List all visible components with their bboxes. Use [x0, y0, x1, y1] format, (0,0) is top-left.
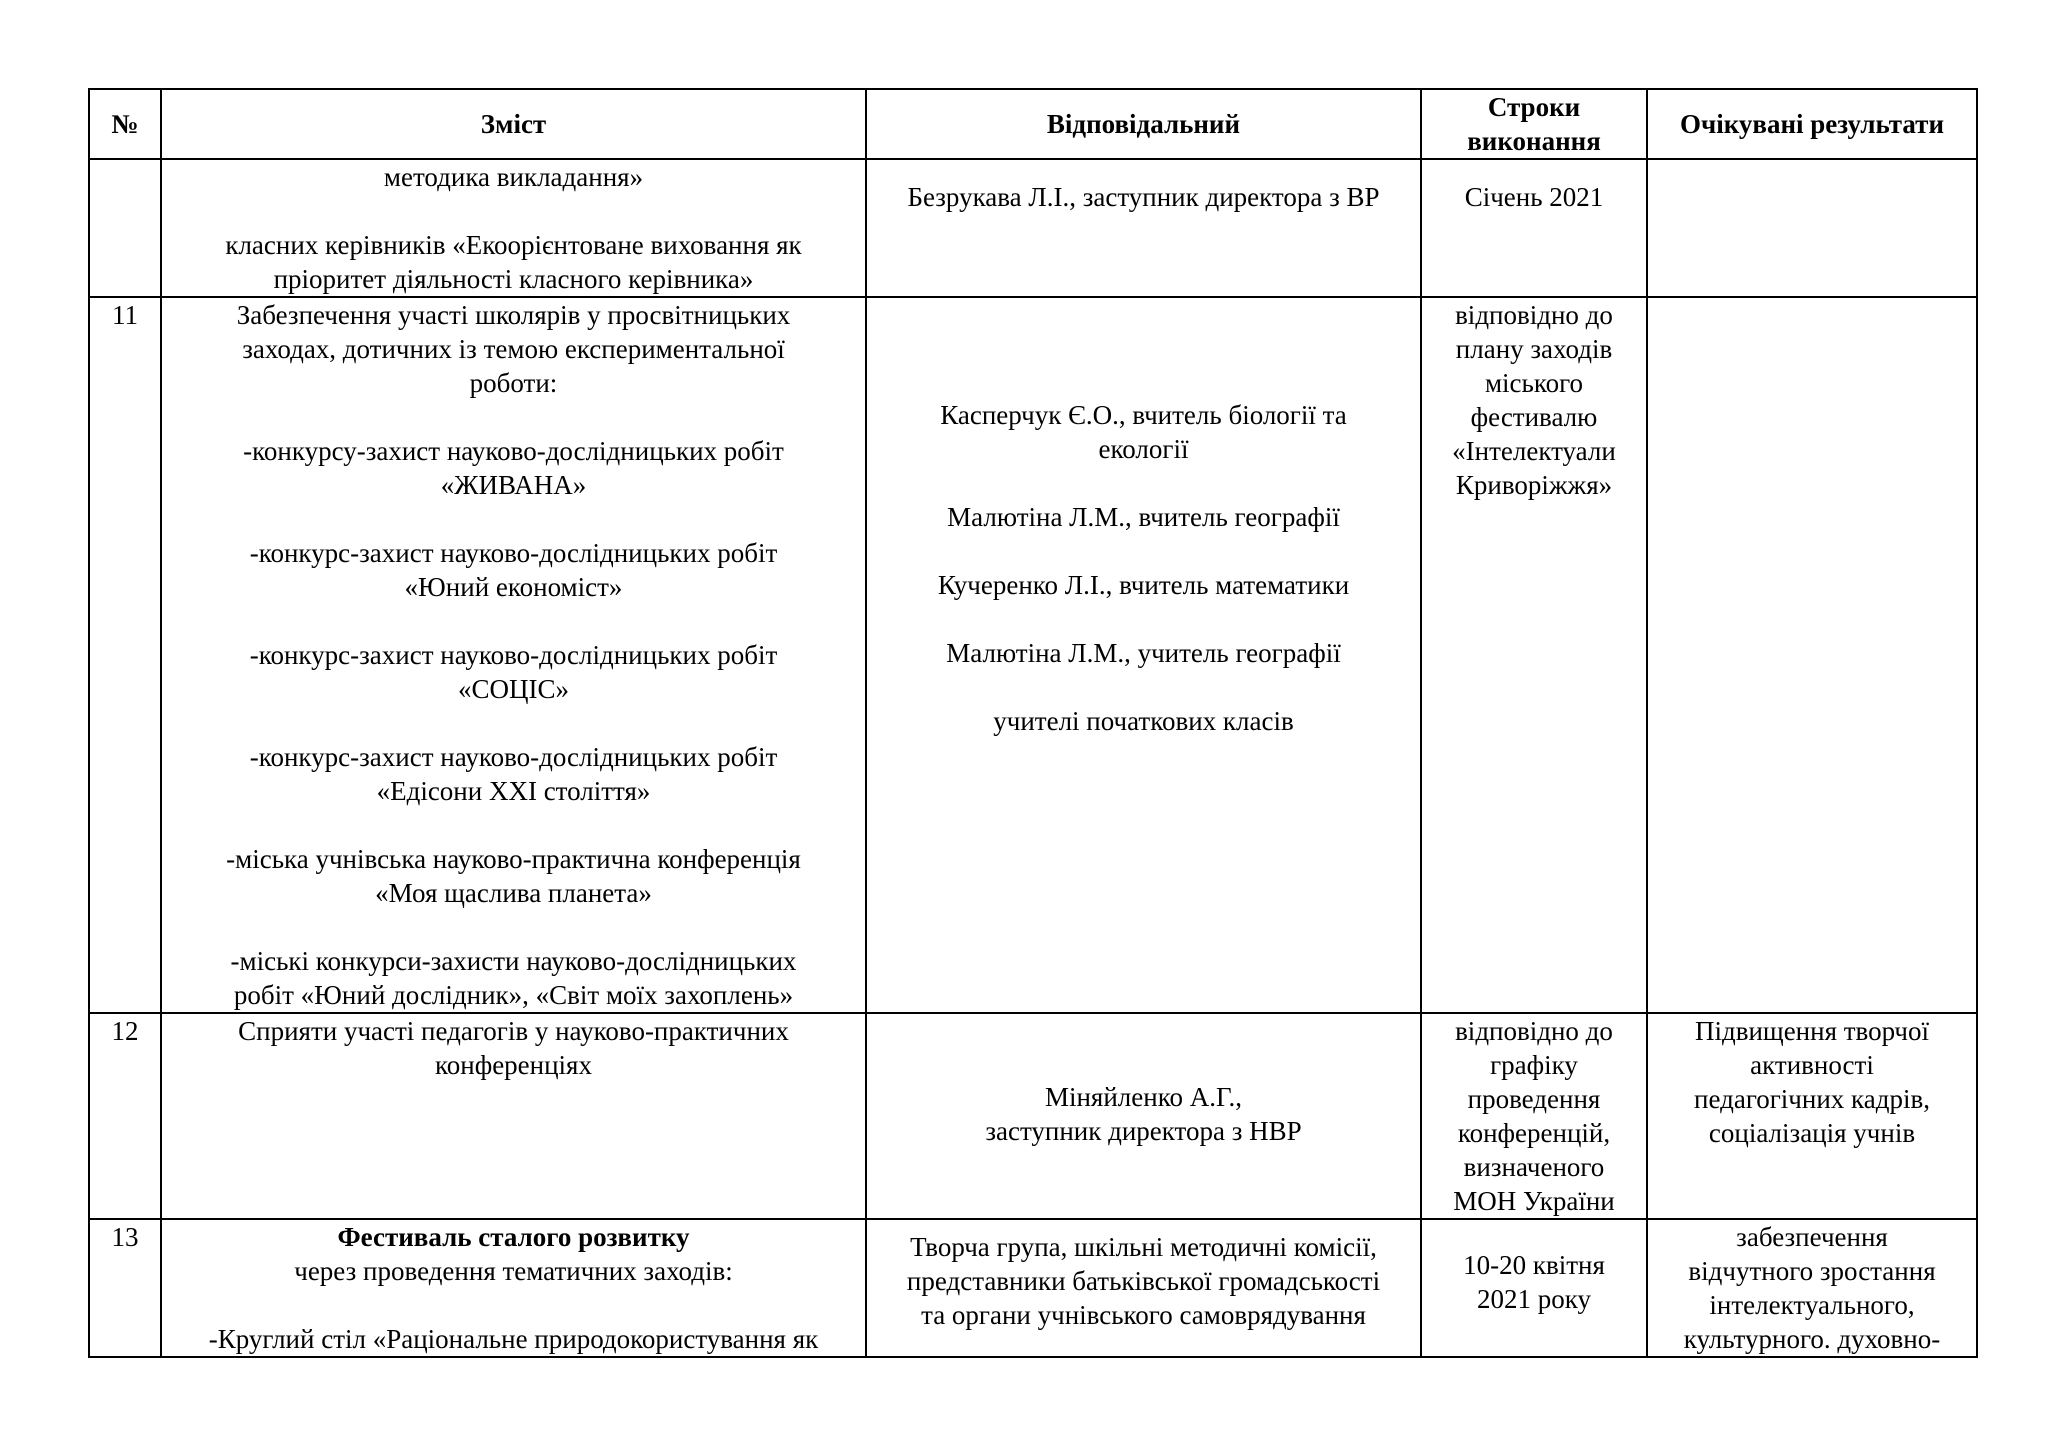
content-gap	[172, 604, 855, 638]
row-content	[161, 159, 866, 297]
content-gap	[172, 400, 855, 434]
row-terms	[1421, 159, 1647, 297]
content-gap	[172, 1288, 855, 1322]
row-results	[1647, 1013, 1977, 1219]
responsible-line: Міняйленко А.Г.,	[1044, 1082, 1243, 1112]
content-line: робіт «Юний дослідник», «Світ моїх захоплень»	[233, 980, 794, 1010]
content-line: -конкурс-захист науково-дослідницьких робіт	[249, 640, 778, 670]
header-responsible: Відповідальний	[866, 89, 1421, 159]
content-line: методика викладання»	[383, 162, 644, 192]
content-line: «СОЦІС»	[457, 674, 569, 704]
row-content	[161, 1013, 866, 1219]
content-gap	[172, 910, 855, 944]
content-line: -Круглий стіл «Раціональне природокористування як	[208, 1324, 819, 1354]
content-gap	[172, 706, 855, 740]
row-number: 13	[89, 1219, 161, 1357]
content-line: «Едісони XXI століття»	[376, 776, 651, 806]
results-line: Підвищення творчої	[1694, 1016, 1930, 1046]
table-row	[89, 1219, 1977, 1357]
content-line: роботи:	[469, 368, 558, 398]
content-gap	[172, 808, 855, 842]
responsible-gap	[877, 534, 1410, 568]
terms-line: визначеного	[1463, 1152, 1605, 1182]
header-content: Зміст	[161, 89, 866, 159]
content-line: -міська учнівська науково-практична конференція	[226, 844, 801, 874]
header-results: Очікувані результати	[1647, 89, 1977, 159]
responsible-line: Малютіна Л.М., вчитель географії	[947, 502, 1340, 532]
table-row	[89, 159, 1977, 297]
row-responsible	[866, 159, 1421, 297]
row-content	[161, 297, 866, 1013]
content-gap	[172, 194, 855, 228]
terms-line: Січень 2021	[1464, 182, 1604, 212]
responsible-line: Безрукава Л.І., заступник директора з ВР	[907, 182, 1380, 212]
responsible-line: екології	[1098, 434, 1189, 464]
terms-line: «Інтелектуали	[1452, 436, 1616, 466]
responsible-line: учителі початкових класів	[993, 706, 1294, 736]
content-line: заходах, дотичних із темою експериментальної	[242, 334, 785, 364]
row-responsible	[866, 297, 1421, 1013]
responsible-line: Кучеренко Л.І., вчитель математики	[937, 570, 1350, 600]
responsible-gap	[877, 602, 1410, 636]
terms-line: Криворіжжя»	[1455, 470, 1613, 500]
row-results	[1647, 159, 1977, 297]
results-line: забезпечення	[1736, 1222, 1888, 1252]
row-results	[1647, 297, 1977, 1013]
terms-line: МОН України	[1453, 1186, 1615, 1216]
content-line: «Моя щаслива планета»	[375, 878, 652, 908]
terms-line: проведення	[1467, 1084, 1601, 1114]
content-line: -конкурс-захист науково-дослідницьких робіт	[249, 538, 778, 568]
responsible-gap	[877, 670, 1410, 704]
header-num: №	[89, 89, 161, 159]
responsible-line: та органи учнівського самоврядування	[921, 1300, 1366, 1330]
content-line: -міські конкурси-захисти науково-дослідницьких	[230, 946, 797, 976]
table-header-row	[89, 89, 1977, 159]
content-line: Сприяти участі педагогів у науково-практичних	[238, 1016, 789, 1046]
table-row	[89, 297, 1977, 1013]
results-line: соціалізація учнів	[1708, 1118, 1916, 1148]
content-line: «ЖИВАНА»	[440, 470, 587, 500]
responsible-gap	[877, 466, 1410, 500]
terms-line: 10-20 квітня	[1463, 1250, 1605, 1280]
row-content	[161, 1219, 866, 1357]
results-line: активності	[1750, 1050, 1874, 1080]
content-line: класних керівників «Екоорієнтоване виховання як	[225, 230, 802, 260]
terms-line: 2021 року	[1477, 1284, 1591, 1314]
row-terms	[1421, 297, 1647, 1013]
results-line: відчутного зростання	[1688, 1256, 1936, 1286]
row-responsible	[866, 1013, 1421, 1219]
content-line: «Юний економіст»	[404, 572, 623, 602]
header-terms-text: Строки виконання	[1467, 92, 1601, 156]
responsible-line: Творча група, шкільні методичні комісії,	[910, 1232, 1377, 1262]
responsible-line: представники батьківської громадськості	[906, 1266, 1381, 1296]
results-line: педагогічних кадрів,	[1694, 1084, 1930, 1114]
responsible-line: Малютіна Л.М., учитель географії	[946, 638, 1341, 668]
row-results	[1647, 1219, 1977, 1357]
results-line: інтелектуального,	[1709, 1290, 1915, 1320]
table-row	[89, 1013, 1977, 1219]
row-responsible	[866, 1219, 1421, 1357]
row-number	[89, 159, 161, 297]
plan-table	[88, 88, 1978, 1358]
terms-line: графіку	[1490, 1050, 1578, 1080]
content-title: Фестиваль сталого розвитку	[337, 1222, 690, 1252]
content-line: конференціях	[435, 1050, 592, 1080]
row-terms	[1421, 1013, 1647, 1219]
terms-line: плану заходів	[1455, 334, 1613, 364]
content-line: -конкурсу-захист науково-дослідницьких робіт	[243, 436, 784, 466]
content-line: -конкурс-захист науково-дослідницьких робіт	[249, 742, 778, 772]
terms-line: відповідно до	[1455, 300, 1613, 330]
row-number: 12	[89, 1013, 161, 1219]
content-line: пріоритет діяльності класного керівника»	[273, 264, 754, 294]
header-terms	[1421, 89, 1647, 159]
responsible-line: заступник директора з НВР	[985, 1116, 1302, 1146]
responsible-line: Касперчук Є.О., вчитель біології та	[940, 400, 1347, 430]
content-line: через проведення тематичних заходів:	[294, 1256, 733, 1286]
content-gap	[172, 502, 855, 536]
row-number: 11	[89, 297, 161, 1013]
terms-line: конференцій,	[1457, 1118, 1611, 1148]
results-line: культурного. духовно-	[1683, 1324, 1941, 1354]
terms-line: фестивалю	[1470, 402, 1598, 432]
row-terms	[1421, 1219, 1647, 1357]
terms-line: міського	[1484, 368, 1584, 398]
terms-line: відповідно до	[1455, 1016, 1613, 1046]
content-line: Забезпечення участі школярів у просвітницьких	[236, 300, 791, 330]
